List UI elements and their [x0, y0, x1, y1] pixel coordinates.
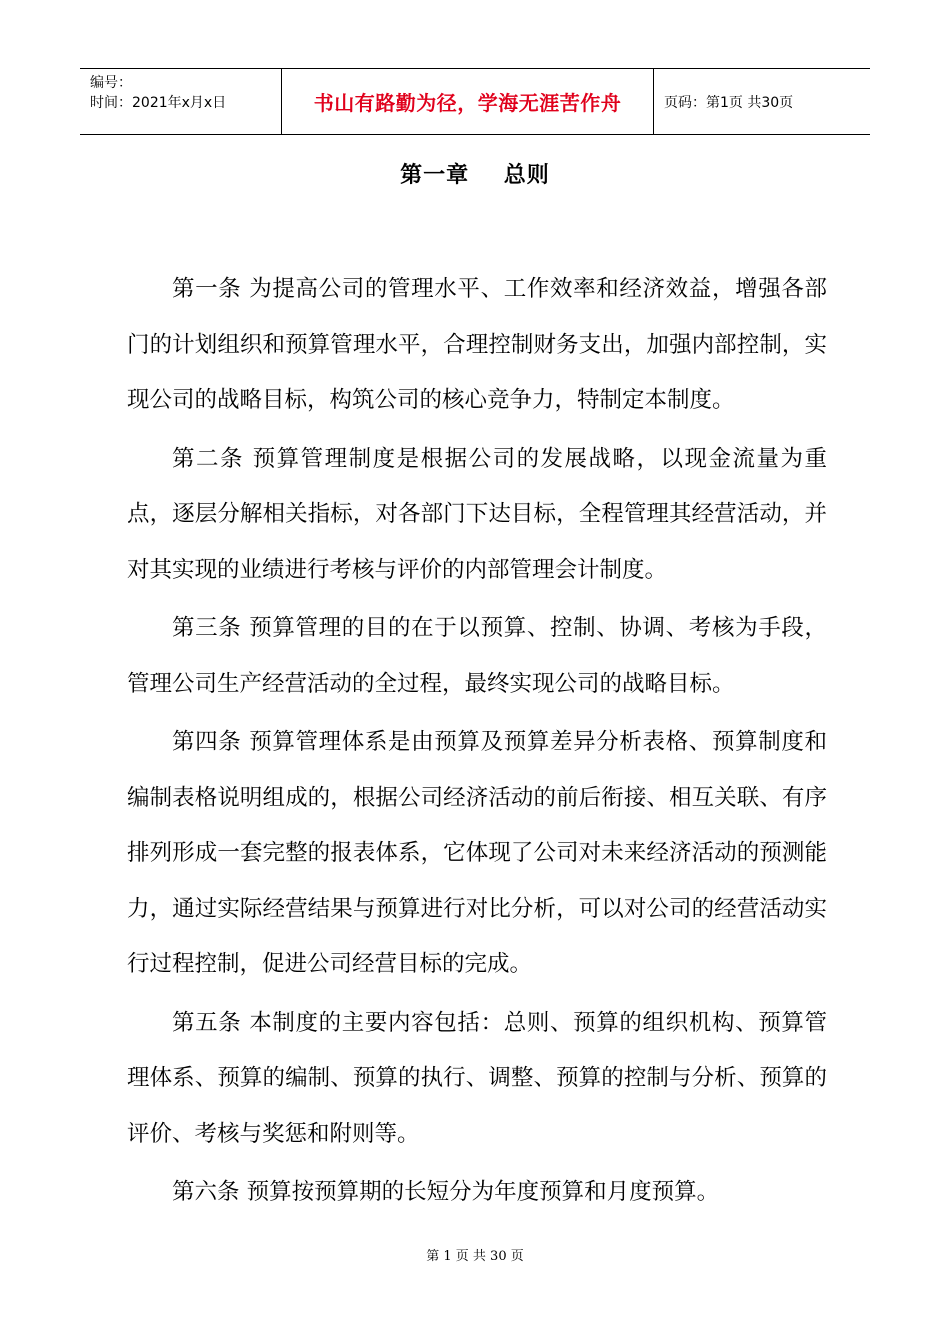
header-page-info: 页码：第1页 共30页 [664, 94, 794, 111]
article-2: 第二条 预算管理制度是根据公司的发展战略，以现金流量为重点，逐层分解相关指标，对各部门下达目标，全程管理其经营活动，并对其实现的业绩进行考核与评价的内部管理会计制度。 [127, 445, 827, 583]
document-body [127, 262, 827, 1224]
page-footer: 第 1 页 共 30 页 [426, 1249, 524, 1264]
article-1: 第一条 为提高公司的管理水平、工作效率和经济效益，增强各部门的计划组织和预算管理水平，合理控制财务支出，加强内部控制，实现公司的战略目标，构筑公司的核心竞争力，特制定本制度。 [127, 276, 827, 413]
article-6: 第六条 预算按预算期的长短分为年度预算和月度预算。 [172, 1179, 720, 1205]
article-5: 第五条 本制度的主要内容包括：总则、预算的组织机构、预算管理体系、预算的编制、预算的执行、调整、预算的控制与分析、预算的评价、考核与奖惩和附则等。 [127, 1009, 827, 1147]
article-4: 第四条 预算管理体系是由预算及预算差异分析表格、预算制度和编制表格说明组成的，根据公司经济活动的前后衔接、相互关联、有序排列形成一套完整的报表体系，它体现了公司对未来经济活动的预测能力，通过实际经营结果与预算进行对比分析，可以对公司的经营活动实行过程控制，促进公司经营目标的完成。 [127, 729, 827, 977]
header-motto-cell [282, 69, 654, 134]
document-number-label: 编号： [90, 75, 132, 91]
header-motto: 书山有路勤为径，学海无涯苦作舟 [313, 91, 622, 115]
header-meta [80, 69, 282, 134]
chapter-title: 第一章 总则 [400, 163, 550, 188]
article-3: 第三条 预算管理的目的在于以预算、控制、协调、考核为手段，管理公司生产经营活动的全过程，最终实现公司的战略目标。 [127, 615, 827, 697]
page-header [80, 68, 870, 135]
document-date: 时间：2021年x月x日 [90, 95, 227, 111]
